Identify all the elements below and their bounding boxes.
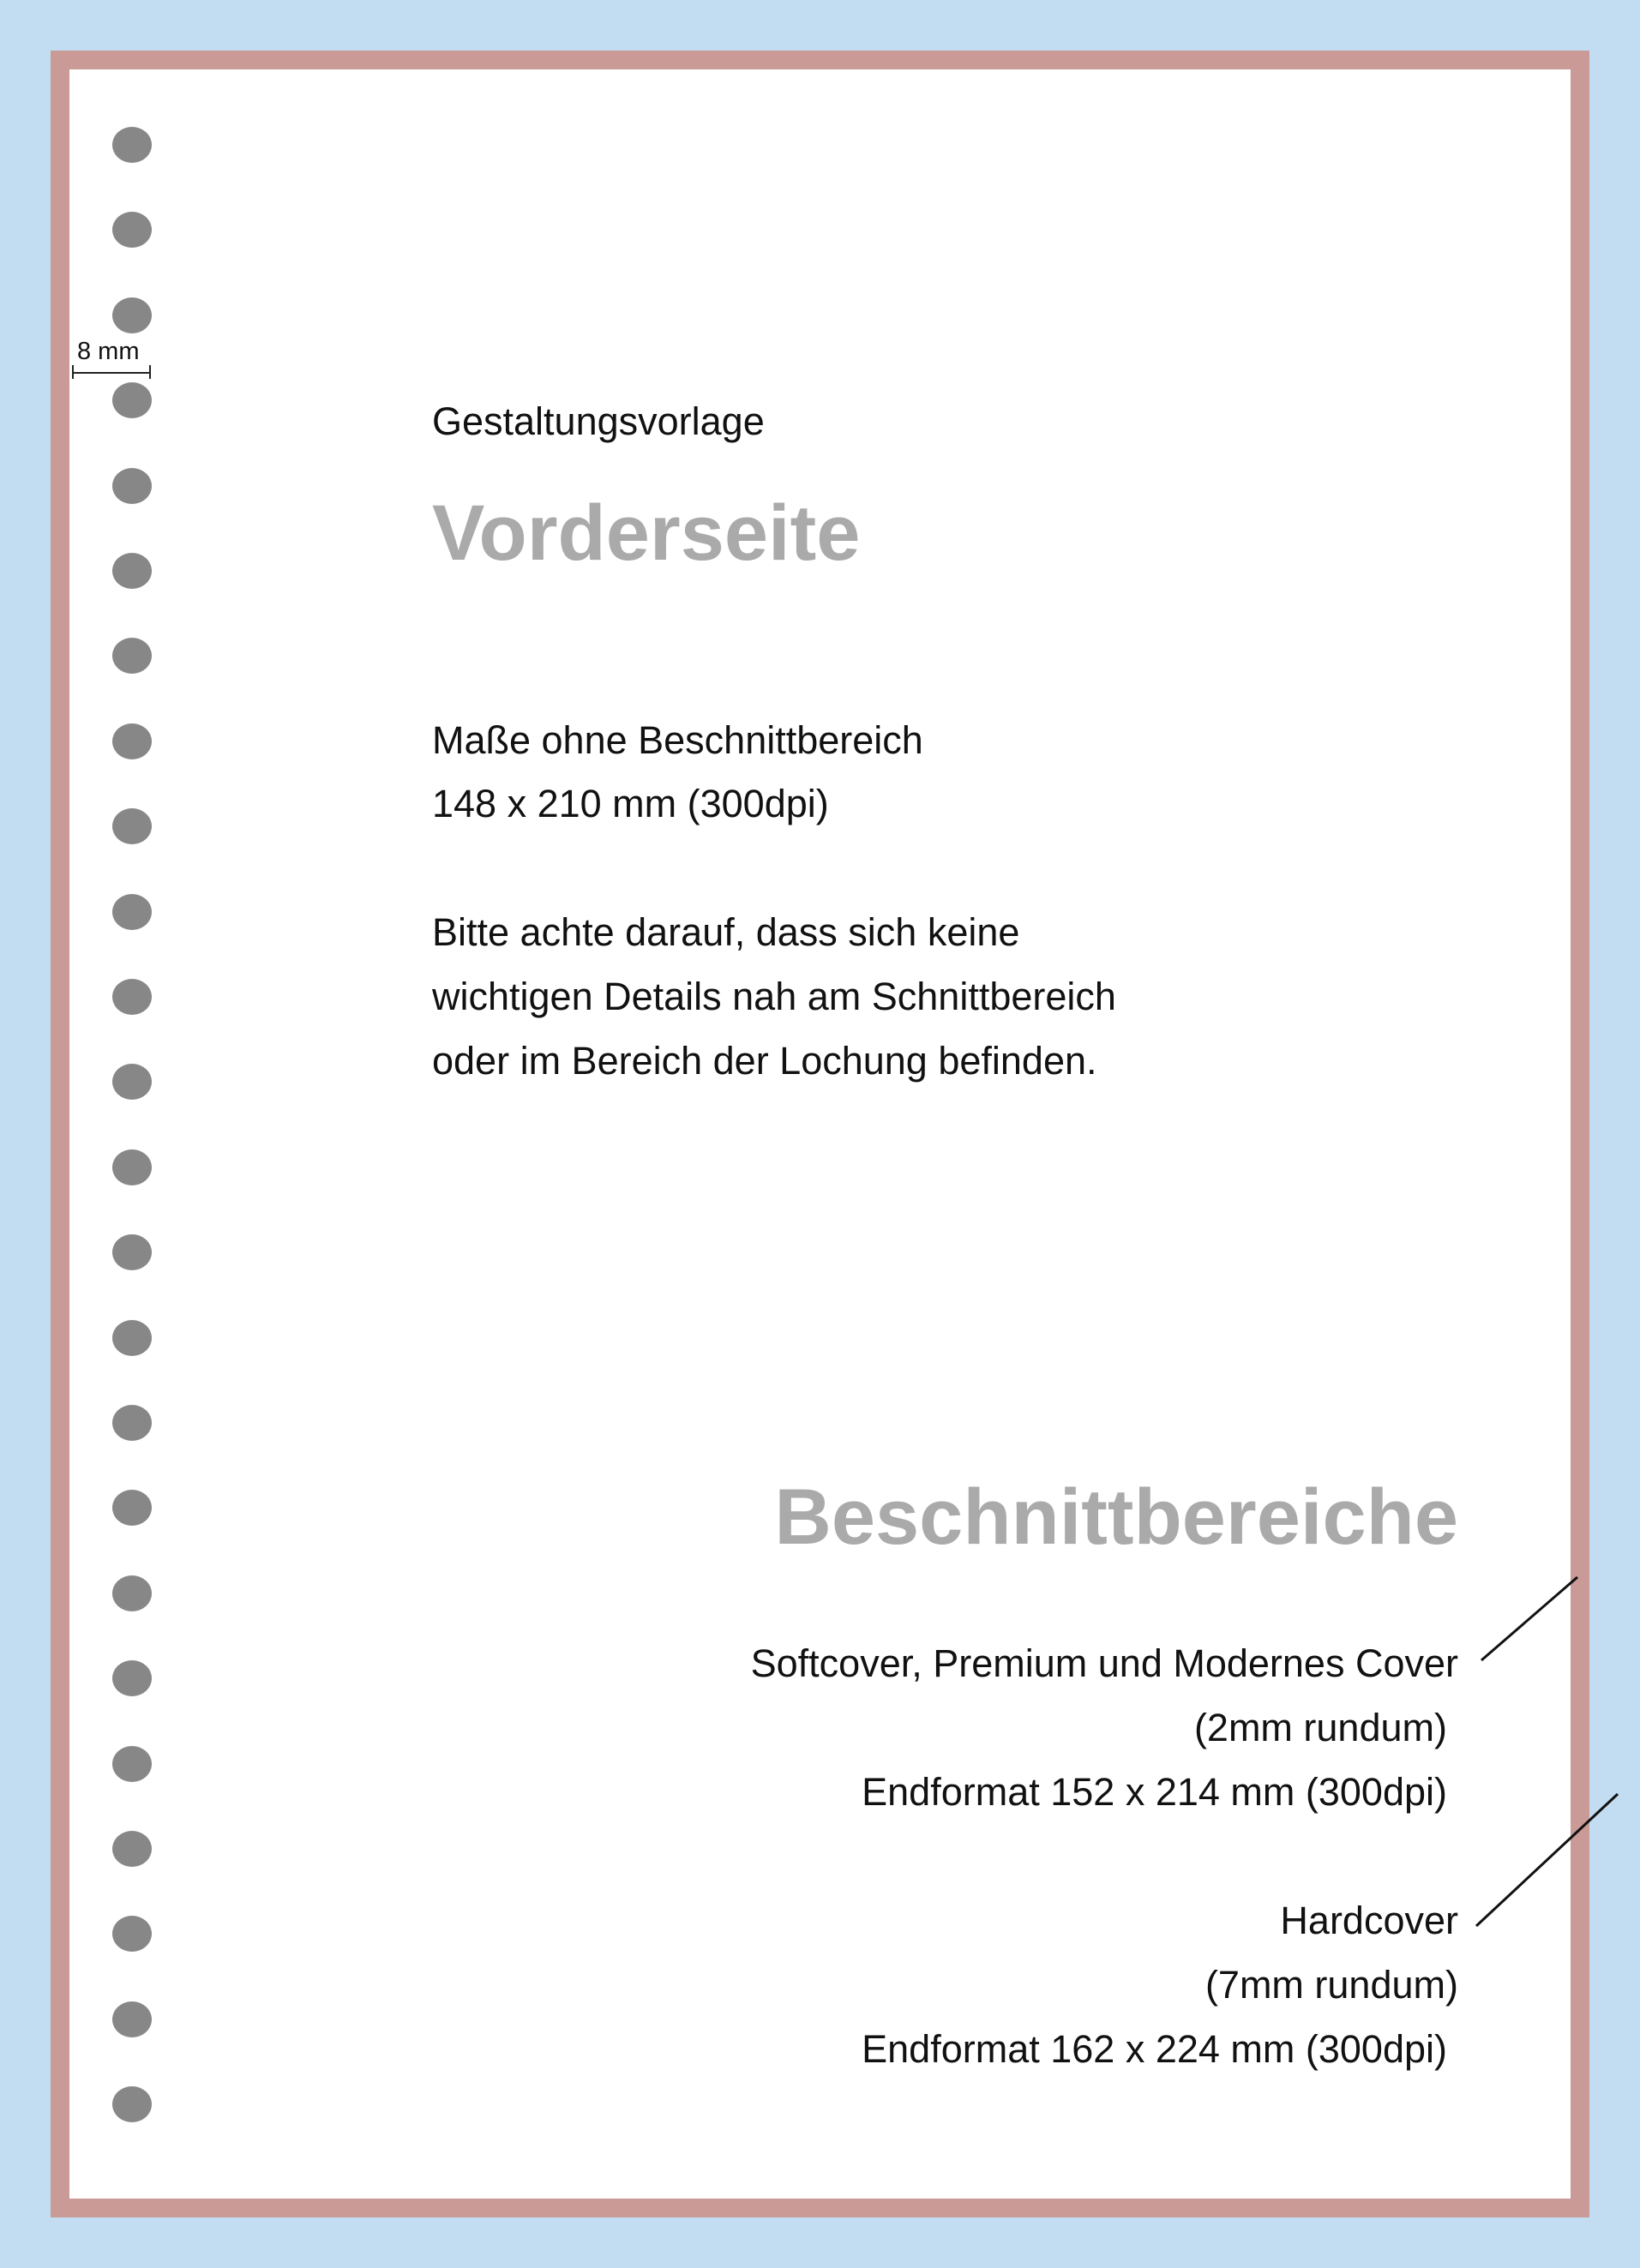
- punch-hole: [112, 1746, 152, 1782]
- punch-hole: [112, 1234, 152, 1270]
- punch-hole: [112, 1320, 152, 1356]
- measure-tick-left: [72, 365, 74, 379]
- punch-hole: [112, 1575, 152, 1611]
- punch-hole: [112, 894, 152, 930]
- punch-hole: [112, 979, 152, 1015]
- punch-hole: [112, 1831, 152, 1867]
- punch-hole: [112, 723, 152, 759]
- punch-hole: [112, 297, 152, 333]
- front-title: Vorderseite: [432, 489, 861, 577]
- hardcover-bleed: (7mm rundum): [1204, 1963, 1458, 2007]
- dimensions-title: Maße ohne Beschnittbereich: [432, 718, 923, 762]
- punch-hole: [112, 1660, 152, 1696]
- template-label: Gestaltungsvorlage: [432, 399, 765, 443]
- punch-hole: [112, 127, 152, 163]
- punch-hole: [112, 382, 152, 418]
- note-line-3: oder im Bereich der Lochung befinden.: [432, 1039, 1097, 1083]
- dimensions-value: 148 x 210 mm (300dpi): [432, 782, 829, 825]
- punch-hole: [112, 1064, 152, 1100]
- hardcover-format: Endformat 162 x 224 mm (300dpi): [862, 2027, 1447, 2071]
- softcover-format: Endformat 152 x 214 mm (300dpi): [862, 1770, 1447, 1814]
- punch-hole: [112, 1490, 152, 1526]
- punch-hole: [112, 212, 152, 248]
- punch-hole: [112, 1405, 152, 1441]
- softcover-title: Softcover, Premium und Modernes Cover: [750, 1641, 1458, 1685]
- punch-hole: [112, 553, 152, 589]
- punch-hole: [112, 638, 152, 674]
- punch-hole: [112, 2086, 152, 2122]
- note-line-2: wichtigen Details nah am Schnittbereich: [432, 975, 1116, 1018]
- punch-hole: [112, 1149, 152, 1185]
- punch-hole: [112, 468, 152, 504]
- punch-hole: [112, 1916, 152, 1952]
- measure-label: 8 mm: [77, 338, 140, 365]
- bleed-title: Beschnittbereiche: [774, 1473, 1458, 1561]
- measure-line: [72, 372, 151, 374]
- punch-hole: [112, 808, 152, 844]
- measure-indicator: [72, 338, 154, 381]
- softcover-bleed: (2mm rundum): [1193, 1706, 1447, 1749]
- trim-page: [69, 69, 1571, 2199]
- measure-tick-right: [149, 365, 151, 379]
- note-line-1: Bitte achte darauf, dass sich keine: [432, 910, 1020, 954]
- punch-hole: [112, 2001, 152, 2037]
- hardcover-title: Hardcover: [1280, 1899, 1458, 1942]
